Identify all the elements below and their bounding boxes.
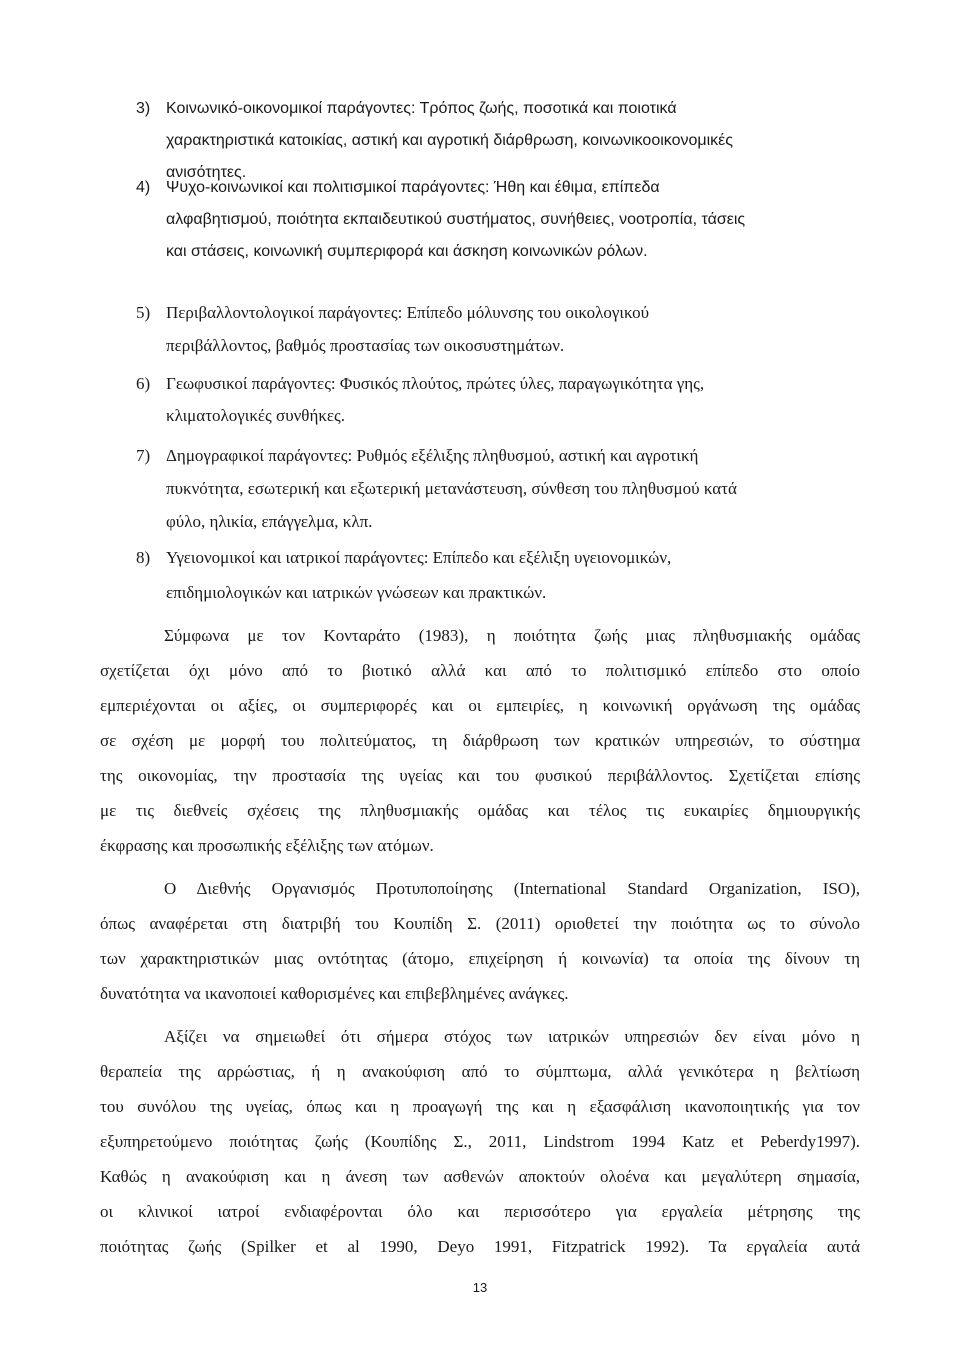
list-number: 8) xyxy=(136,548,151,567)
list-number: 6) xyxy=(136,374,151,393)
paragraph-line: εμπεριέχονται οι αξίες, οι συμπεριφορές και οι εμπειρίες, η κοινωνική οργάνωση της ομάδας xyxy=(100,696,860,715)
list-number: 3) xyxy=(136,100,151,117)
paragraph-line: με τις διεθνείς σχέσεις της πληθυσμιακής ομάδας και τέλος τις ευκαιρίες δημιουργικής xyxy=(100,801,860,820)
list-item-line: κλιματολογικές συνθήκες. xyxy=(166,406,346,425)
list-number: 5) xyxy=(136,303,151,322)
list-item-line: Κοινωνικό-οικονομικοί παράγοντες: Τρόπος ζωής, ποσοτικά και ποιοτικά xyxy=(166,100,677,117)
paragraph-line: εξυπηρετούμενο ποιότητας ζωής (Κουπίδης Σ., 2011, Lindstrom 1994 Katz et Peberdy1997). xyxy=(100,1132,860,1151)
list-number: 7) xyxy=(136,446,151,465)
paragraph-line: των χαρακτηριστικών μιας οντότητας (άτομο, επιχείρηση ή κοινωνία) τα οποία της δίνουν τη xyxy=(100,949,860,968)
list-item-line: χαρακτηριστικά κατοικίας, αστική και αγροτική διάρθρωση, κοινωνικοοικονομικές xyxy=(166,132,733,149)
list-item-line: ανισότητες. xyxy=(166,164,247,181)
list-item-line: αλφαβητισμού, ποιότητα εκπαιδευτικού συστήματος, συνήθειες, νοοτροπία, τάσεις xyxy=(166,211,746,228)
paragraph-line: Αξίζει να σημειωθεί ότι σήμερα στόχος των ιατρικών υπηρεσιών δεν είναι μόνο η xyxy=(164,1027,860,1046)
paragraph-line: Καθώς η ανακούφιση και η άνεση των ασθενών αποκτούν ολοένα και μεγαλύτερη σημασία, xyxy=(100,1167,860,1186)
paragraph-line: της οικονομίας, την προστασία της υγείας και του φυσικού περιβάλλοντος. Σχετίζεται επίσης xyxy=(100,766,860,785)
page-number: 13 xyxy=(472,1280,488,1295)
list-item-line: φύλο, ηλικία, επάγγελμα, κλπ. xyxy=(166,512,373,531)
list-item-line: Γεωφυσικοί παράγοντες: Φυσικός πλούτος, πρώτες ύλες, παραγωγικότητα γης, xyxy=(166,374,705,393)
list-item-line: Περιβαλλοντολογικοί παράγοντες: Επίπεδο μόλυνσης του οικολογικού xyxy=(166,303,650,322)
paragraph-line: θεραπεία της αρρώστιας, ή η ανακούφιση από το σύμπτωμα, αλλά γενικότερα η βελτίωση xyxy=(100,1062,860,1081)
paragraph-line: Σύμφωνα με τον Κονταράτο (1983), η ποιότητα ζωής μιας πληθυσμιακής ομάδας xyxy=(164,626,860,645)
list-item-line: περιβάλλοντος, βαθμός προστασίας των οικοσυστημάτων. xyxy=(166,336,565,355)
list-number: 4) xyxy=(136,179,151,196)
list-item-line: Υγειονομικοί και ιατρικοί παράγοντες: Επίπεδο και εξέλιξη υγειονομικών, xyxy=(166,548,672,567)
list-item-line: πυκνότητα, εσωτερική και εξωτερική μετανάστευση, σύνθεση του πληθυσμού κατά xyxy=(166,479,737,498)
paragraph-line: οι κλινικοί ιατροί ενδιαφέρονται όλο και περισσότερο για εργαλεία μέτρησης της xyxy=(100,1202,860,1221)
paragraph-line: σχετίζεται όχι μόνο από το βιοτικό αλλά και από το πολιτισμικό επίπεδο στο οποίο xyxy=(100,661,860,680)
list-item-line: επιδημιολογικών και ιατρικών γνώσεων και πρακτικών. xyxy=(166,583,547,602)
paragraph-line: δυνατότητα να ικανοποιεί καθορισμένες και επιβεβλημένες ανάγκες. xyxy=(100,984,569,1003)
list-item-line: Δημογραφικοί παράγοντες: Ρυθμός εξέλιξης πληθυσμού, αστική και αγροτική xyxy=(166,446,699,465)
paragraph-line: όπως αναφέρεται στη διατριβή του Κουπίδη Σ. (2011) οριοθετεί την ποιότητα ως το σύνολο xyxy=(100,914,860,933)
list-item-line: και στάσεις, κοινωνική συμπεριφορά και άσκηση κοινωνικών ρόλων. xyxy=(166,243,648,260)
paragraph-line: ποιότητας ζωής (Spilker et al 1990, Deyo 1991, Fitzpatrick 1992). Τα εργαλεία αυτά xyxy=(100,1237,861,1256)
paragraph-line: σε σχέση με μορφή του πολιτεύματος, τη διάρθρωση των κρατικών υπηρεσιών, το σύστημα xyxy=(100,731,860,750)
paragraph-line: του συνόλου της υγείας, όπως και η προαγωγή της και η εξασφάλιση ικανοποιητικής για τον xyxy=(100,1097,860,1116)
paragraph-line: έκφρασης και προσωπικής εξέλιξης των ατόμων. xyxy=(100,836,434,855)
list-item-line: Ψυχο-κοινωνικοί και πολιτισμικοί παράγοντες: Ήθη και έθιμα, επίπεδα xyxy=(166,179,660,196)
paragraph-line: Ο Διεθνής Οργανισμός Προτυποποίησης (International Standard Organization, ISO), xyxy=(164,879,860,898)
